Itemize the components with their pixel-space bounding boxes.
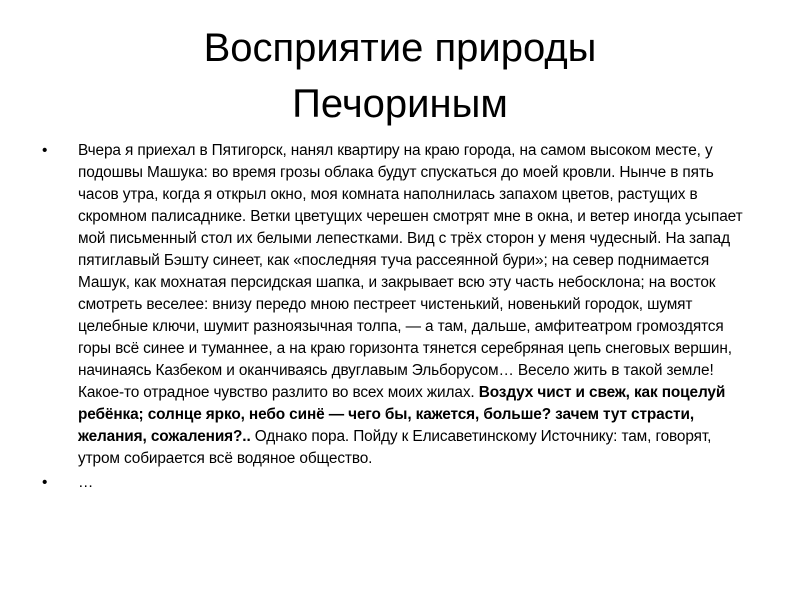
bullet-item-quote bbox=[42, 140, 754, 470]
bullet-list bbox=[42, 140, 754, 494]
quote-text-part-2: Однако пора. Пойду к Елисаветинскому Источнику: там, говорят, утром собирается всё водяное общество. bbox=[78, 428, 712, 467]
bullet-dot-icon: • bbox=[42, 474, 48, 491]
bullet-dot-icon: • bbox=[42, 142, 48, 159]
ellipsis-text: … bbox=[78, 474, 94, 491]
bullet-item-ellipsis bbox=[42, 472, 754, 494]
title-line-1: Восприятие природы bbox=[203, 26, 597, 70]
quote-text-bold: Воздух чист и свеж, как поцелуй ребёнка; солнце ярко, небо синё — чего бы, кажется, больше? зачем тут страсти, желания, сожаления?.. bbox=[78, 384, 726, 445]
title-line-2: Печориным bbox=[292, 82, 508, 126]
slide-title bbox=[40, 20, 760, 132]
quote-text-part-1: Вчера я приехал в Пятигорск, нанял квартиру на краю города, на самом высоком месте, у подошвы Машука: во время грозы облака будут спускаться до моей кровли. Нынче в пять часов утра, когда я открыл окно, моя комната наполнилась запахом цветов, растущих в скромном палисаднике. Ветки цветущих черешен смотрят мне в окна, и ветер иногда усыпает мой письменный стол их белыми лепестками. Вид с трёх сторон у меня чудесный. На запад пятиглавый Бэшту синеет, как «последняя туча рассеянной бури»; на север поднимается Машук, как мохнатая персидская шапка, и закрывает всю эту часть небосклона; на восток смотреть веселее: внизу передо мною пестреет чистенький, новенький городок, шумят целебные ключи, шумит разноязычная толпа, — а там, дальше, амфитеатром громоздятся горы всё синее и туманнее, а на краю горизонта тянется серебряная цепь снеговых вершин, начинаясь Казбеком и оканчиваясь двуглавым Эльборусом… Весело жить в такой земле! Какое-то отрадное чувство разлито во всех моих жилах. bbox=[78, 142, 743, 401]
